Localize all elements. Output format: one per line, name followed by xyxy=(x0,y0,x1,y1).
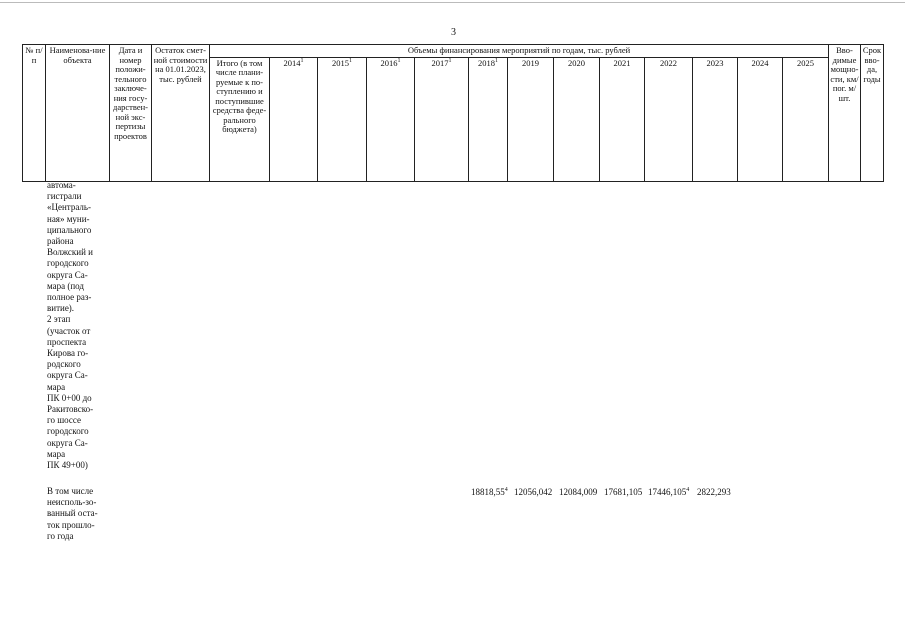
including-value: 17446,105$^4$ xyxy=(648,487,690,497)
header-balance: Остаток смет-ной стоимости на 01.01.2023, тыс. рублей xyxy=(152,45,210,182)
header-year: 2016$^1$ xyxy=(367,57,415,181)
header-year: 2021 xyxy=(600,57,645,181)
header-table xyxy=(22,44,884,182)
header-num: № п/п xyxy=(23,45,46,182)
top-rule xyxy=(0,2,905,3)
page-number: 3 xyxy=(451,27,456,38)
header-year: 2025 xyxy=(783,57,829,181)
header-year: 2024 xyxy=(738,57,783,181)
including-value: 18818,55$^4$ xyxy=(471,487,508,497)
including-value: 2822,293 xyxy=(697,487,731,497)
including-value: 17681,105 xyxy=(604,487,643,497)
header-term: Срок вво-да, годы xyxy=(861,45,884,182)
header-capacity: Вво-димые мощно-сти, км/пог. м/шт. xyxy=(829,45,861,182)
header-name: Наименова-ние объекта xyxy=(46,45,110,182)
header-year: 2014$^1$ xyxy=(270,57,318,181)
including-value: 12056,042 xyxy=(514,487,553,497)
header-year: 2020 xyxy=(554,57,600,181)
header-year: 2023 xyxy=(693,57,738,181)
header-year: 2017$^1$ xyxy=(415,57,469,181)
header-year: 2019 xyxy=(508,57,554,181)
object-name-continued: автома- гистрали «Централь- ная» муни- ципального района Волжский и городского округа Са- мара (под полное раз- витие). 2 этап (участок от проспекта Кирова го- родского округа Са- мара ПК 0+00 до Ракитовско- го шоссе городского округа Са- мара ПК 49+00) xyxy=(47,180,94,471)
header-financing-group: Объемы финансирования мероприятий по годам, тыс. рублей xyxy=(210,45,829,58)
header-expertise-date: Дата и номер положи-тельного заключе-ния госу-дарствен-ной экс-пертизы проектов xyxy=(110,45,152,182)
header-total: Итого (в том числе плани-руемые к по-ступлению и поступившие средства феде-рального бюджета) xyxy=(210,57,270,181)
including-label: В том числе неисполь-зо- ванный оста- ток прошло- го года xyxy=(47,486,98,541)
including-value: 12084,009 xyxy=(559,487,598,497)
header-year: 2018$^1$ xyxy=(469,57,508,181)
header-year: 2022 xyxy=(645,57,693,181)
header-year: 2015$^1$ xyxy=(318,57,367,181)
